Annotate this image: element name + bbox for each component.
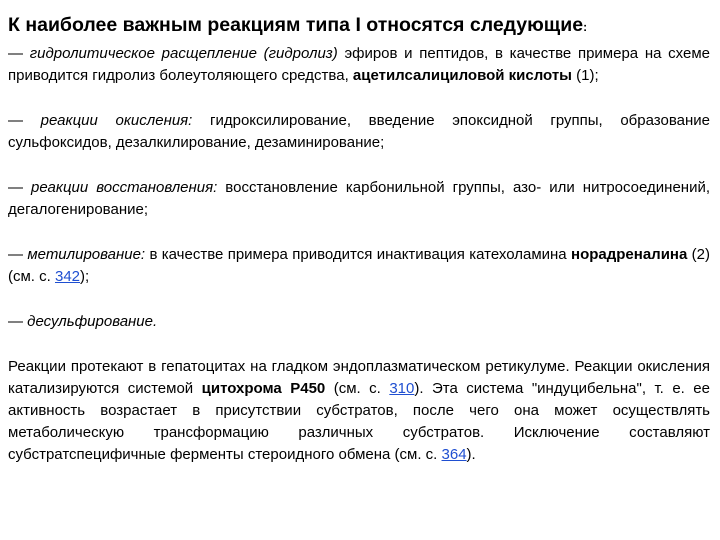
methylation-text-2: (2) (см. с. [8, 246, 711, 285]
dash: — [8, 246, 28, 263]
term-reduction: реакции восстановления: [31, 179, 218, 196]
title-colon: : [583, 20, 588, 34]
dash: — [8, 313, 28, 330]
item-hydrolysis [8, 43, 710, 87]
hydrolysis-text-2: (1); [572, 67, 599, 84]
item-desulfuration [8, 311, 710, 333]
item-reduction [8, 177, 710, 221]
term-hydrolysis: гидролитическое расщепление (гидролиз) [29, 45, 338, 62]
noradrenaline-term: норадреналина [571, 246, 688, 263]
page-title [8, 12, 710, 40]
reduction-text: восстановление карбонильной группы, азо- или нитросоединений, дегалогенирование; [8, 179, 710, 218]
term-desulfuration: десульфирование. [27, 313, 158, 330]
item-methylation [8, 244, 710, 288]
aspirin-term: ацетилсалициловой кислоты [352, 67, 572, 84]
dash: — [8, 112, 41, 129]
body-paragraph [8, 356, 710, 466]
page-link-364[interactable]: 364 [441, 446, 467, 463]
term-oxidation: реакции окисления: [40, 112, 193, 129]
dash: — [8, 179, 32, 196]
term-methylation: метилирование: [27, 246, 146, 263]
title-text: К наиболее важным реакциям типа I относятся следующие [8, 14, 584, 36]
paragraph-text-1: Реакции протекают в гепатоцитах на гладком эндоплазматическом ретикулуме. Реакции окисления катализируются системой [8, 358, 710, 397]
item-oxidation [8, 110, 710, 154]
paragraph-text-3: ). Эта система "индуцибельна", т. е. ее активность возрастает в присутствии субстратов, после чего она может осуществлять метаболическую трансформацию различных субстратов. Исключение составляют субстратспецифичные ферменты стероидного обмена (см. с. [8, 380, 710, 463]
page-link-342[interactable]: 342 [54, 268, 81, 285]
oxidation-text: гидроксилирование, введение эпоксидной группы, образование сульфоксидов, дезалкилирование, дезаминирование; [8, 112, 710, 151]
paragraph-text-4: ). [466, 446, 476, 463]
methylation-text-3: ); [80, 268, 90, 285]
hydrolysis-text-1: эфиров и пептидов, в качестве примера на схеме приводится гидролиз болеутоляющего средства, [8, 45, 710, 84]
dash: — [8, 45, 30, 62]
cytochrome-term: цитохрома P450 [201, 380, 326, 397]
methylation-text-1: в качестве примера приводится инактивация катехоламина [145, 246, 572, 263]
page-link-310[interactable]: 310 [389, 380, 415, 397]
paragraph-text-2: (см. с. [325, 380, 390, 397]
